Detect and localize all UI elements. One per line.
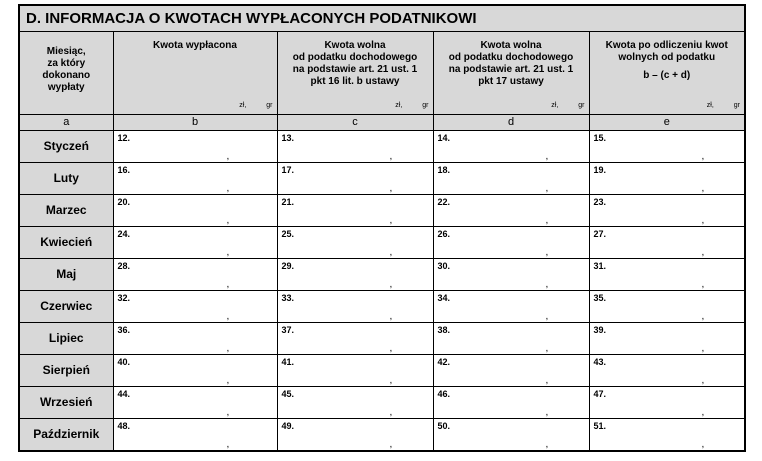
amount-field[interactable] <box>433 322 589 354</box>
field-number: 29. <box>281 260 295 271</box>
amount-field[interactable] <box>589 194 744 226</box>
decimal-separator: , <box>226 374 230 386</box>
column-letter-d: d <box>433 114 589 130</box>
amount-field[interactable] <box>433 290 589 322</box>
month-label: Sierpień <box>20 354 113 386</box>
decimal-separator: , <box>389 182 393 194</box>
decimal-separator: , <box>389 439 393 450</box>
header-exempt-17: Kwota wolna od podatku dochodowego na podstawie art. 21 ust. 1 pkt 17 ustawy zł, gr <box>433 32 589 114</box>
amount-field[interactable] <box>433 162 589 194</box>
field-number: 28. <box>117 260 131 271</box>
decimal-separator: , <box>389 406 393 418</box>
amount-field[interactable] <box>589 162 744 194</box>
table-row <box>20 226 744 258</box>
field-number: 16. <box>117 164 131 175</box>
decimal-separator: , <box>226 406 230 418</box>
field-number: 17. <box>281 164 295 175</box>
amount-field[interactable] <box>113 386 277 418</box>
header-month: Miesiąc, za który dokonano wypłaty <box>20 32 113 114</box>
decimal-separator: , <box>226 214 230 226</box>
units-label: zł, gr <box>395 101 429 109</box>
amount-field[interactable] <box>113 162 277 194</box>
column-letter-b: b <box>113 114 277 130</box>
month-label: Marzec <box>20 194 113 226</box>
amount-field[interactable] <box>433 354 589 386</box>
month-label: Wrzesień <box>20 386 113 418</box>
decimal-separator: , <box>701 214 705 226</box>
amount-field[interactable] <box>277 386 433 418</box>
decimal-separator: , <box>226 182 230 194</box>
section-d-form <box>18 4 746 452</box>
amount-field[interactable] <box>277 226 433 258</box>
amount-field[interactable] <box>589 290 744 322</box>
payments-table <box>20 32 744 450</box>
field-number: 25. <box>281 228 295 239</box>
decimal-separator: , <box>226 342 230 354</box>
decimal-separator: , <box>701 406 705 418</box>
decimal-separator: , <box>701 310 705 322</box>
field-number: 41. <box>281 356 295 367</box>
decimal-separator: , <box>226 278 230 290</box>
amount-field[interactable] <box>113 226 277 258</box>
amount-field[interactable] <box>113 290 277 322</box>
amount-field[interactable] <box>433 386 589 418</box>
table-row <box>20 194 744 226</box>
table-row <box>20 258 744 290</box>
table-row <box>20 354 744 386</box>
amount-field[interactable] <box>589 130 744 162</box>
decimal-separator: , <box>701 150 705 162</box>
decimal-separator: , <box>226 439 230 450</box>
amount-field[interactable] <box>433 226 589 258</box>
amount-field[interactable] <box>113 194 277 226</box>
month-label: Lipiec <box>20 322 113 354</box>
field-number: 37. <box>281 324 295 335</box>
field-number: 18. <box>437 164 451 175</box>
decimal-separator: , <box>545 278 549 290</box>
field-number: 24. <box>117 228 131 239</box>
field-number: 51. <box>593 420 607 431</box>
units-label: zł, gr <box>706 101 740 109</box>
field-number: 13. <box>281 132 295 143</box>
column-letter-a: a <box>20 114 113 130</box>
field-number: 45. <box>281 388 295 399</box>
column-letter-e: e <box>589 114 744 130</box>
decimal-separator: , <box>545 246 549 258</box>
field-number: 14. <box>437 132 451 143</box>
amount-field[interactable] <box>113 354 277 386</box>
field-number: 36. <box>117 324 131 335</box>
month-label: Luty <box>20 162 113 194</box>
decimal-separator: , <box>226 310 230 322</box>
amount-field[interactable] <box>433 418 589 450</box>
amount-field[interactable] <box>433 258 589 290</box>
field-number: 31. <box>593 260 607 271</box>
decimal-separator: , <box>545 150 549 162</box>
field-number: 39. <box>593 324 607 335</box>
field-number: 21. <box>281 196 295 207</box>
field-number: 15. <box>593 132 607 143</box>
field-number: 40. <box>117 356 131 367</box>
field-number: 19. <box>593 164 607 175</box>
field-number: 30. <box>437 260 451 271</box>
table-row <box>20 290 744 322</box>
decimal-separator: , <box>226 246 230 258</box>
column-letter-c: c <box>277 114 433 130</box>
table-row <box>20 130 744 162</box>
amount-field[interactable] <box>589 258 744 290</box>
decimal-separator: , <box>701 246 705 258</box>
field-number: 44. <box>117 388 131 399</box>
amount-field[interactable] <box>113 258 277 290</box>
decimal-separator: , <box>389 310 393 322</box>
month-label: Październik <box>20 418 113 450</box>
decimal-separator: , <box>389 246 393 258</box>
amount-field[interactable] <box>277 162 433 194</box>
field-number: 42. <box>437 356 451 367</box>
field-number: 26. <box>437 228 451 239</box>
month-label: Styczeń <box>20 130 113 162</box>
amount-field[interactable] <box>589 226 744 258</box>
field-number: 49. <box>281 420 295 431</box>
field-number: 43. <box>593 356 607 367</box>
decimal-separator: , <box>545 182 549 194</box>
field-number: 46. <box>437 388 451 399</box>
amount-field[interactable] <box>433 194 589 226</box>
amount-field[interactable] <box>277 194 433 226</box>
amount-field[interactable] <box>277 290 433 322</box>
decimal-separator: , <box>226 150 230 162</box>
table-row <box>20 386 744 418</box>
amount-field[interactable] <box>433 130 589 162</box>
decimal-separator: , <box>701 342 705 354</box>
amount-field[interactable] <box>113 418 277 450</box>
decimal-separator: , <box>389 214 393 226</box>
amount-field[interactable] <box>277 322 433 354</box>
amount-field[interactable] <box>589 386 744 418</box>
units-label: zł, gr <box>239 101 273 109</box>
month-label: Czerwiec <box>20 290 113 322</box>
header-amount-paid: Kwota wypłacona zł, gr <box>113 32 277 114</box>
field-number: 47. <box>593 388 607 399</box>
header-exempt-16b: Kwota wolna od podatku dochodowego na podstawie art. 21 ust. 1 pkt 16 lit. b ustawy zł, gr <box>277 32 433 114</box>
decimal-separator: , <box>545 439 549 450</box>
field-number: 12. <box>117 132 131 143</box>
decimal-separator: , <box>701 182 705 194</box>
table-row <box>20 322 744 354</box>
field-number: 35. <box>593 292 607 303</box>
amount-field[interactable] <box>589 418 744 450</box>
decimal-separator: , <box>389 342 393 354</box>
field-number: 32. <box>117 292 131 303</box>
decimal-separator: , <box>701 439 705 450</box>
field-number: 34. <box>437 292 451 303</box>
decimal-separator: , <box>545 374 549 386</box>
table-row <box>20 162 744 194</box>
decimal-separator: , <box>389 150 393 162</box>
amount-field[interactable] <box>277 354 433 386</box>
decimal-separator: , <box>389 278 393 290</box>
field-number: 48. <box>117 420 131 431</box>
field-number: 23. <box>593 196 607 207</box>
field-number: 20. <box>117 196 131 207</box>
units-label: zł, gr <box>551 101 585 109</box>
decimal-separator: , <box>389 374 393 386</box>
amount-field[interactable] <box>277 258 433 290</box>
field-number: 50. <box>437 420 451 431</box>
amount-field[interactable] <box>589 354 744 386</box>
decimal-separator: , <box>545 342 549 354</box>
decimal-separator: , <box>545 310 549 322</box>
field-number: 22. <box>437 196 451 207</box>
field-number: 38. <box>437 324 451 335</box>
decimal-separator: , <box>701 374 705 386</box>
amount-field[interactable] <box>277 418 433 450</box>
month-label: Kwiecień <box>20 226 113 258</box>
header-amount-after-deduction: Kwota po odliczeniu kwot wolnych od podatku b – (c + d) zł, gr <box>589 32 744 114</box>
decimal-separator: , <box>545 406 549 418</box>
amount-field[interactable] <box>277 130 433 162</box>
decimal-separator: , <box>701 278 705 290</box>
table-row <box>20 418 744 450</box>
field-number: 27. <box>593 228 607 239</box>
amount-field[interactable] <box>113 322 277 354</box>
section-title: D. INFORMACJA O KWOTACH WYPŁACONYCH PODATNIKOWI <box>20 6 744 32</box>
field-number: 33. <box>281 292 295 303</box>
month-label: Maj <box>20 258 113 290</box>
amount-field[interactable] <box>113 130 277 162</box>
decimal-separator: , <box>545 214 549 226</box>
amount-field[interactable] <box>589 322 744 354</box>
